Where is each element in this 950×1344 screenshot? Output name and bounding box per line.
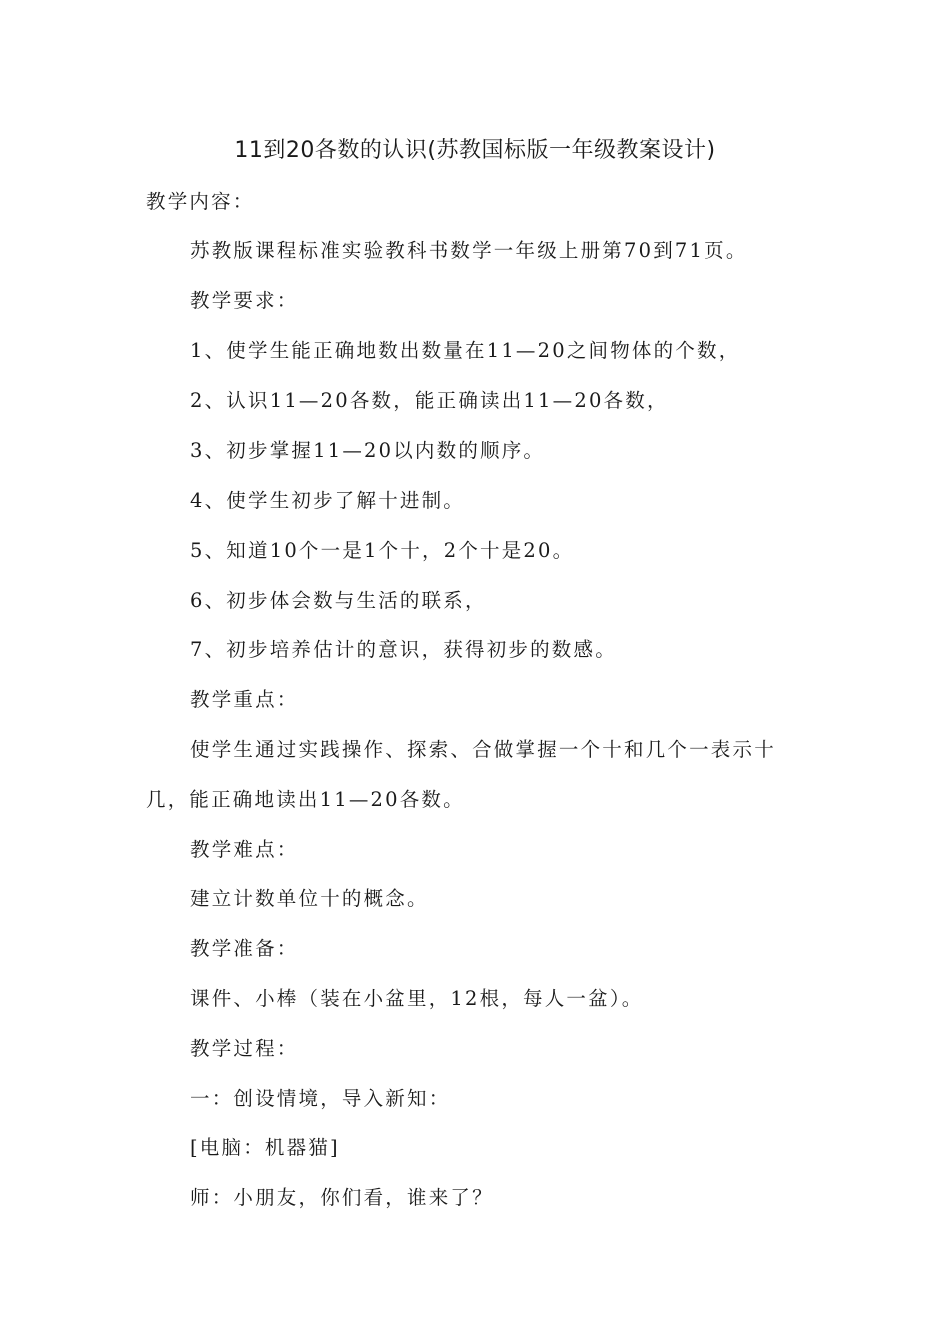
section-heading-preparation: 教学准备：: [190, 937, 299, 960]
requirement-item-5: 5、知道10个一是1个十，2个十是20。: [190, 539, 575, 562]
section-heading-content: 教学内容：: [146, 190, 255, 213]
requirement-item-4: 4、使学生初步了解十进制。: [190, 489, 466, 512]
process-note-computer: [电脑：机器猫]: [190, 1136, 340, 1159]
section-heading-requirements: 教学要求：: [190, 289, 299, 312]
requirement-item-7: 7、初步培养估计的意识，获得初步的数感。: [190, 638, 617, 661]
section-heading-process: 教学过程：: [190, 1037, 299, 1060]
key-points-text-line-2: 几，能正确地读出11—20各数。: [146, 788, 465, 811]
section-heading-key-points: 教学重点：: [190, 688, 299, 711]
requirement-item-1: 1、使学生能正确地数出数量在11—20之间物体的个数，: [190, 339, 741, 362]
document-title: 11到20各数的认识(苏教国标版一年级教案设计): [234, 138, 716, 163]
process-teacher-line: 师：小朋友，你们看，谁来了？: [190, 1186, 494, 1209]
requirement-item-3: 3、初步掌握11—20以内数的顺序。: [190, 439, 546, 462]
requirement-item-6: 6、初步体会数与生活的联系，: [190, 589, 487, 612]
process-step-1: 一：创设情境，导入新知：: [190, 1087, 451, 1110]
key-points-text-line-1: 使学生通过实践操作、探索、合做掌握一个十和几个一表示十: [190, 738, 776, 761]
section-heading-difficulties: 教学难点：: [190, 838, 299, 861]
paragraph-content-text: 苏教版课程标准实验教科书数学一年级上册第70到71页。: [190, 239, 748, 262]
requirement-item-2: 2、认识11—20各数，能正确读出11—20各数，: [190, 389, 669, 412]
preparation-text: 课件、小棒（装在小盆里，12根，每人一盆）。: [190, 987, 644, 1010]
difficulties-text: 建立计数单位十的概念。: [190, 887, 429, 910]
